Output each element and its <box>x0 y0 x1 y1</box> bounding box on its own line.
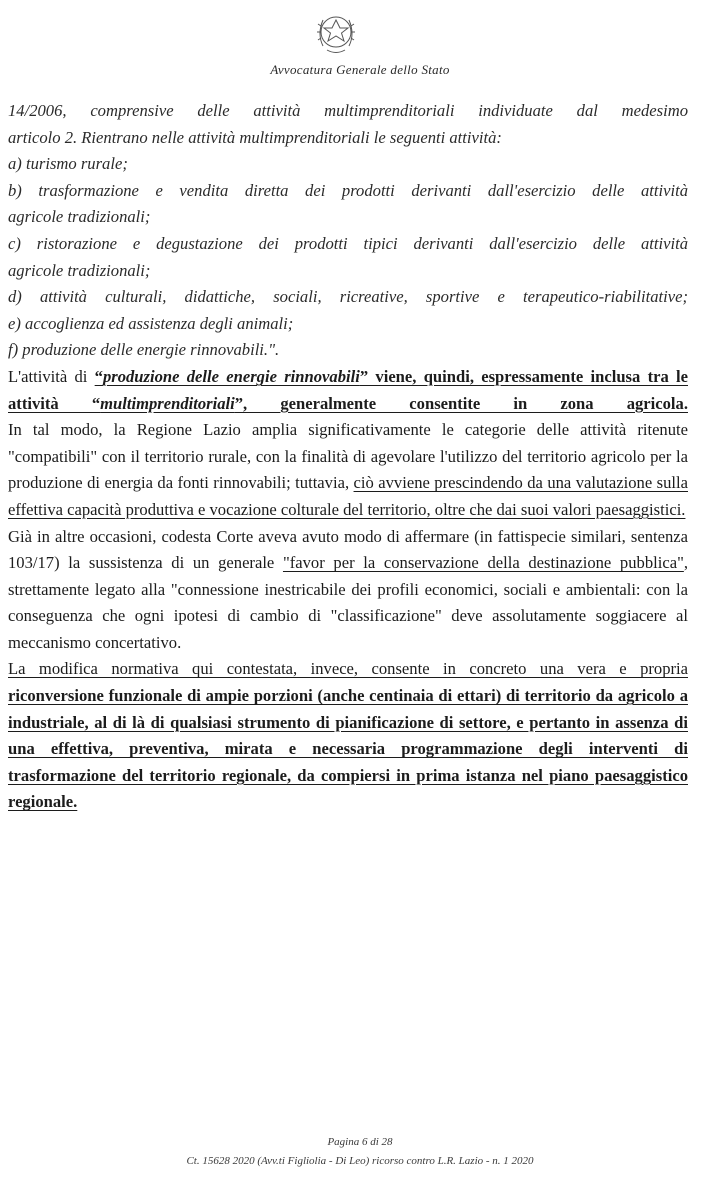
list-line: articolo 2. Rientrano nelle attività multimprenditoriali le seguenti attività: <box>8 127 502 147</box>
list-line: agricole tradizionali; <box>8 207 151 227</box>
case-reference: Ct. 15628 2020 (Avv.ti Figliolia - Di Leo) ricorso contro L.R. Lazio - n. 1 2020 <box>186 1155 534 1167</box>
list-block <box>8 98 688 364</box>
para3-underlined: "favor per la conservazione della destinazione pubblica" <box>282 553 684 573</box>
list-line: 14/2006, comprensive delle attività multimprenditoriali individuate dal medesimo <box>8 101 688 120</box>
para1-emphasis: “produzione delle energie rinnovabili” viene, quindi, espressamente inclusa tra le attività “multimprenditoriali”, generalmente consentite in zona agricola. <box>8 366 688 413</box>
para4-underlined: La modifica normativa qui contestata, invece, consente in concreto una vera e propria <box>8 659 688 679</box>
list-item: a) turismo rurale; <box>8 154 128 174</box>
para2-underlined: ciò avviene prescindendo da una valutazione sulla effettiva capacità produttiva e vocazione colturale del territorio, oltre che dai suoi valori paesaggistici. <box>8 473 688 519</box>
para3-rest: , strettamente legato alla "connessione inestricabile dei profili economici, sociali e ambientali: con la conseguenza che ogni ipotesi di cambio di "classificazione" deve assolutamente soggiacere al meccanismo concertativo. <box>8 553 689 652</box>
list-item: d) attività culturali, didattiche, sociali, ricreative, sportive e terapeutico-riabilitative; <box>8 287 688 307</box>
list-item: c) ristorazione e degustazione dei prodotti tipici derivanti dall'esercizio delle attività <box>8 233 688 253</box>
para2-text: In tal modo, la Regione Lazio amplia significativamente le categorie delle attività ritenute "compatibili" con il territorio rurale, con la finalità di agevolare l'utilizzo del territorio agricolo per la produzione di energia da fonti rinnovabili; tuttavia, <box>8 420 688 493</box>
list-item: e) accoglienza ed assistenza degli animali; <box>8 313 294 333</box>
para1-lead: L'attività di <box>8 366 95 386</box>
para3-text: Già in altre occasioni, codesta Corte aveva avuto modo di affermare (in fattispecie similari, sentenza 103/17) la sussistenza di un generale <box>8 526 688 573</box>
paragraph-inclusion <box>8 364 688 417</box>
state-emblem-icon <box>313 8 359 58</box>
para4-bold: riconversione funzionale di ampie porzioni (anche centinaia di ettari) di territorio da agricolo a industriale, al di là di qualsiasi strumento di pianificazione di settore, e pertanto in assenza di una effettiva, preventiva, mirata e necessaria programmazione degli interventi di trasformazione del territorio regionale, da compiersi in prima istanza nel piano paesaggistico regionale. <box>8 686 688 812</box>
seal-caption: Avvocatura Generale dello Stato <box>270 62 450 77</box>
paragraph-regione <box>8 417 688 523</box>
page-number: Pagina 6 di 28 <box>327 1136 393 1148</box>
list-line: agricole tradizionali; <box>8 260 151 280</box>
paragraph-modifica <box>8 656 688 816</box>
list-item: b) trasformazione e vendita diretta dei prodotti derivanti dall'esercizio delle attività <box>8 180 688 200</box>
list-item: f) produzione delle energie rinnovabili.". <box>8 340 280 360</box>
paragraph-corte <box>8 524 688 657</box>
body-text <box>8 98 688 816</box>
